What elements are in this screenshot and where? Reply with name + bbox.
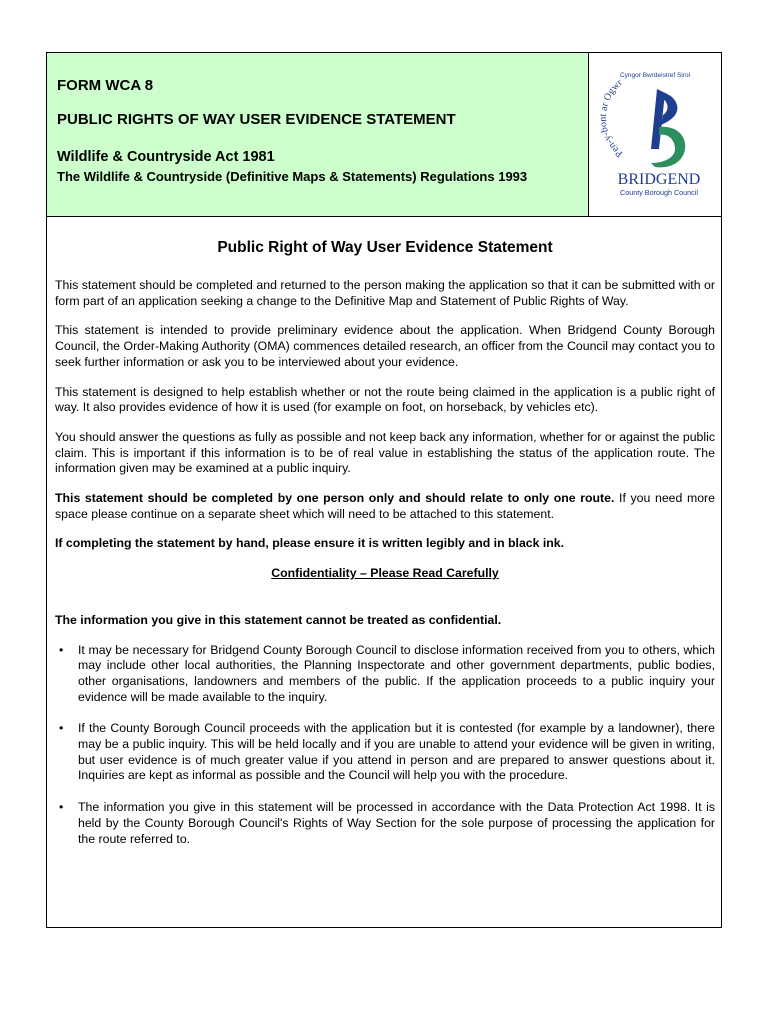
list-item [55, 800, 715, 847]
list-item-text: It may be necessary for Bridgend County Borough Council to disclose information received from you to others, which may include other local authorities, the Planning Inspectorate and other government departments, public bodies, other organisations, landowners and members of the public. If the application proceeds to a public inquiry your evidence will be made available to the inquiry. [78, 642, 715, 704]
intro-paragraph-4: You should answer the questions as fully as possible and not keep back any information, whether for or against the public claim. This is important if this information is to be of real value in establishing the status of the application route. The information given may be examined at a public inquiry. [55, 429, 715, 476]
bullet-icon: • [59, 800, 64, 815]
statement-title: Public Right of Way User Evidence Statement [217, 239, 553, 256]
intro-paragraph-1: This statement should be completed and returned to the person making the application so that it can be submitted with or form part of an application seeking a change to the Definitive Map and Statement of Public Rights of Way. [55, 278, 715, 308]
form-code: FORM WCA 8 [57, 77, 154, 94]
bullet-icon: • [59, 721, 64, 736]
one-person-paragraph [55, 491, 715, 522]
form-title: PUBLIC RIGHTS OF WAY USER EVIDENCE STATEMENT [57, 111, 456, 128]
logo-welsh-council: Cyngor Bwrdeistref Sirol [619, 72, 691, 79]
logo-welsh-name: Pen-y-bont ar Ogwr [597, 77, 625, 160]
confidentiality-heading: Confidentiality – Please Read Carefully [271, 566, 499, 581]
logo-panel [589, 53, 721, 217]
logo-name: BRIDGEND [617, 171, 701, 188]
intro-paragraph-3: This statement is designed to help establish whether or not the route being claimed in the application is a public right of way. It also provides evidence of how it is used (for example on foot, on horseback, by vehicles etc). [55, 384, 715, 415]
form-frame [46, 52, 722, 928]
confidentiality-list [55, 643, 715, 848]
list-item-text: The information you give in this statement will be processed in accordance with the Data Protection Act 1998. It is held by the County Borough Council's Rights of Way Section for the sole purpose of processing the application for the route referred to. [78, 800, 715, 846]
one-person-bold: This statement should be completed by one person only and should relate to only one route. [55, 491, 615, 506]
intro-paragraph-2: This statement is intended to provide preliminary evidence about the application. When Bridgend County Borough Council, the Order-Making Authority (OMA) commences detailed research, an officer from the Council may contact you to seek further information or ask you to be interviewed about your evidence. [55, 323, 715, 369]
black-ink-note: If completing the statement by hand, please ensure it is written legibly and in black ink. [55, 536, 565, 551]
logo-subtitle: County Borough Council [620, 188, 698, 197]
one-person-rest: If you need more space please continue on a separate sheet which will need to be attached to this statement. [55, 491, 715, 521]
list-item [55, 721, 715, 784]
regulations-title: The Wildlife & Countryside (Definitive Maps & Statements) Regulations 1993 [57, 169, 528, 184]
list-item [55, 643, 715, 706]
act-title: Wildlife & Countryside Act 1981 [57, 149, 275, 165]
bullet-icon: • [59, 642, 64, 657]
statement-body [55, 217, 715, 863]
form-header [47, 53, 589, 217]
bridgend-logo [589, 53, 721, 217]
list-item-text: If the County Borough Council proceeds with the application but it is contested (for example by a landowner), there may be a public inquiry. This will be held locally and if you are unable to attend your evidence will be given in writing, but user evidence is of much greater value if you attend in person and are prepared to answer questions about it. Inquiries are kept as informal as possible and the Council will help you with the procedure. [78, 721, 715, 783]
not-confidential-note: The information you give in this statement cannot be treated as confidential. [55, 612, 502, 627]
